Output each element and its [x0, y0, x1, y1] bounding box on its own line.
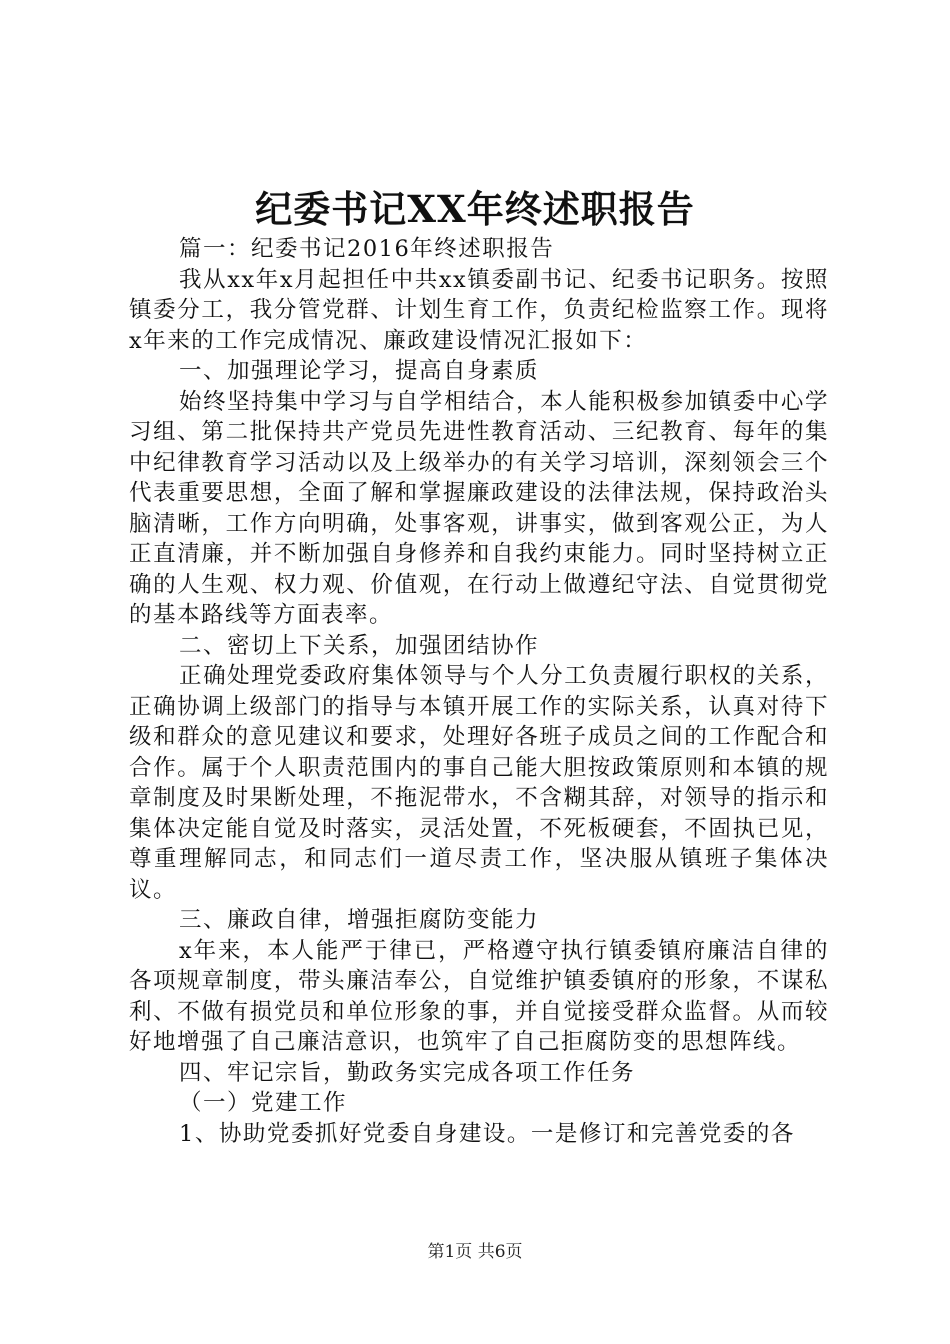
section-subtitle: 篇一：纪委书记2016年终述职报告 [179, 236, 555, 262]
subsection-heading: （一）党建工作 [179, 1090, 348, 1116]
paragraph: 始终坚持集中学习与自学相结合，本人能积极参加镇委中心学习组、第二批保持共产党员先进性教育活动、三纪教育、每年的集中纪律教育学习活动以及上级举办的有关学习培训，深刻领会三个代表重要思想，全面了解和掌握廉政建设的法律法规，保持政治头脑清晰，工作方向明确，处事客观，讲事实，做到客观公正，为人正直清廉，并不断加强自身修养和自我约束能力。同时坚持树立正确的人生观、权力观、价值观，在行动上做遵纪守法、自觉贯彻党的基本路线等方面表率。 [129, 388, 829, 628]
paragraph: 我从xx年x月起担任中共xx镇委副书记、纪委书记职务。按照镇委分工，我分管党群、计划生育工作，负责纪检监察工作。现将x年来的工作完成情况、廉政建设情况汇报如下： [129, 266, 829, 354]
document-body [129, 234, 829, 1149]
document-title: 纪委书记XX年终述职报告 [255, 187, 695, 231]
section-heading: 四、牢记宗旨，勤政务实完成各项工作任务 [179, 1059, 636, 1086]
section-heading: 三、廉政自律，增强拒腐防变能力 [179, 907, 540, 933]
paragraph: 1、协助党委抓好党委自身建设。一是修订和完善党委的各 [179, 1120, 795, 1147]
section-heading: 一、加强理论学习，提高自身素质 [179, 358, 540, 384]
section-heading: 二、密切上下关系，加强团结协作 [179, 632, 540, 659]
page-footer: 第1页 共6页 [427, 1242, 523, 1262]
paragraph: x年来，本人能严于律已，严格遵守执行镇委镇府廉洁自律的各项规章制度，带头廉洁奉公，自觉维护镇委镇府的形象，不谋私利、不做有损党员和单位形象的事，并自觉接受群众监督。从而较好地增强了自己廉洁意识，也筑牢了自己拒腐防变的思想阵线。 [129, 937, 829, 1055]
paragraph: 正确处理党委政府集体领导与个人分工负责履行职权的关系，正确协调上级部门的指导与本镇开展工作的实际关系，认真对待下级和群众的意见建议和要求，处理好各班子成员之间的工作配合和合作。属于个人职责范围内的事自己能大胆按政策原则和本镇的规章制度及时果断处理，不拖泥带水，不含糊其辞，对领导的指示和集体决定能自觉及时落实，灵活处置，不死板硬套，不固执已见，尊重理解同志，和同志们一道尽责工作，坚决服从镇班子集体决议。 [129, 663, 829, 903]
